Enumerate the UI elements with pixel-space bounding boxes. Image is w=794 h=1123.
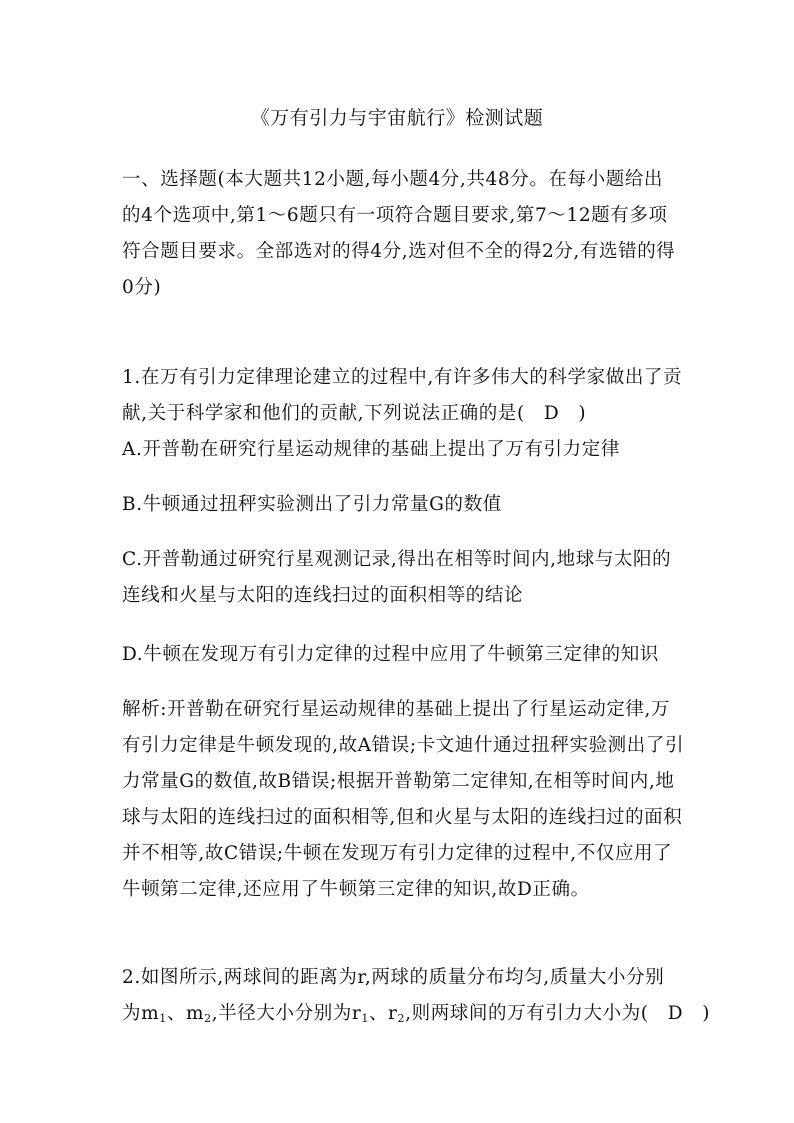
page-title: 《万有引力与宇宙航行》检测试题 [250, 107, 544, 129]
instruction-line: 的4个选项中,第1～6题只有一项符合题目要求,第7～12题有多项 [122, 205, 668, 226]
option-text: C.开普勒通过研究行星观测记录,得出在相等时间内,地球与太阳的 [122, 549, 672, 570]
text-segment: 、m [166, 1003, 205, 1024]
question-2-stem [122, 960, 711, 1032]
subscript: 1 [361, 1012, 369, 1025]
question-1-option-d [122, 637, 682, 673]
instruction-line: 符合题目要求。全部选对的得4分,选对但不全的得2分,有选错的得 [122, 241, 676, 262]
text-segment: 为m [122, 1003, 160, 1024]
question-1-option-b [122, 487, 682, 523]
subscript: 1 [159, 1012, 167, 1025]
analysis-line: 并不相等,故C错误;牛顿在发现万有引力定律的过程中,不仅应用了 [122, 843, 673, 864]
subscript: 2 [204, 1012, 212, 1025]
question-1-stem [122, 360, 682, 432]
text-segment: ,半径大小分别为r [211, 1003, 362, 1024]
text-segment: 、r [368, 1003, 398, 1024]
analysis-line: 有引力定律是牛顿发现的,故A错误;卡文迪什通过扭秤实验测出了引 [122, 735, 685, 756]
instruction-line: 0分) [122, 277, 162, 298]
analysis-line: 力常量G的数值,故B错误;根据开普勒第二定律知,在相等时间内,地 [122, 771, 675, 792]
subscript: 2 [397, 1012, 406, 1025]
question-1-option-c [122, 542, 682, 614]
option-text: D.牛顿在发现万有引力定律的过程中应用了牛顿第三定律的知识 [122, 644, 659, 665]
question-1-option-a [122, 432, 682, 468]
analysis-line: 球与太阳的连线扫过的面积相等,但和火星与太阳的连线扫过的面积 [122, 807, 683, 828]
analysis-line: 解析:开普勒在研究行星运动规律的基础上提出了行星运动定律,万 [122, 699, 671, 720]
question-1-analysis [122, 692, 685, 908]
question-line: 献,关于科学家和他们的贡献,下列说法正确的是( D ) [122, 403, 587, 424]
text-segment: ,则两球间的万有引力大小为( D ) [405, 1003, 711, 1024]
option-text: A.开普勒在研究行星运动规律的基础上提出了万有引力定律 [122, 439, 620, 460]
question-line [122, 996, 711, 1032]
question-line: 2.如图所示,两球间的距离为r,两球的质量分布均匀,质量大小分别 [122, 967, 665, 988]
instruction-line: 一、选择题(本大题共12小题,每小题4分,共48分。在每小题给出 [122, 169, 664, 190]
option-text: 连线和火星与太阳的连线扫过的面积相等的结论 [122, 585, 524, 606]
option-text: B.牛顿通过扭秤实验测出了引力常量G的数值 [122, 494, 502, 515]
question-line: 1.在万有引力定律理论建立的过程中,有许多伟大的科学家做出了贡 [122, 367, 683, 388]
section-instructions [122, 162, 682, 306]
analysis-line: 牛顿第二定律,还应用了牛顿第三定律的知识,故D正确。 [122, 879, 590, 900]
